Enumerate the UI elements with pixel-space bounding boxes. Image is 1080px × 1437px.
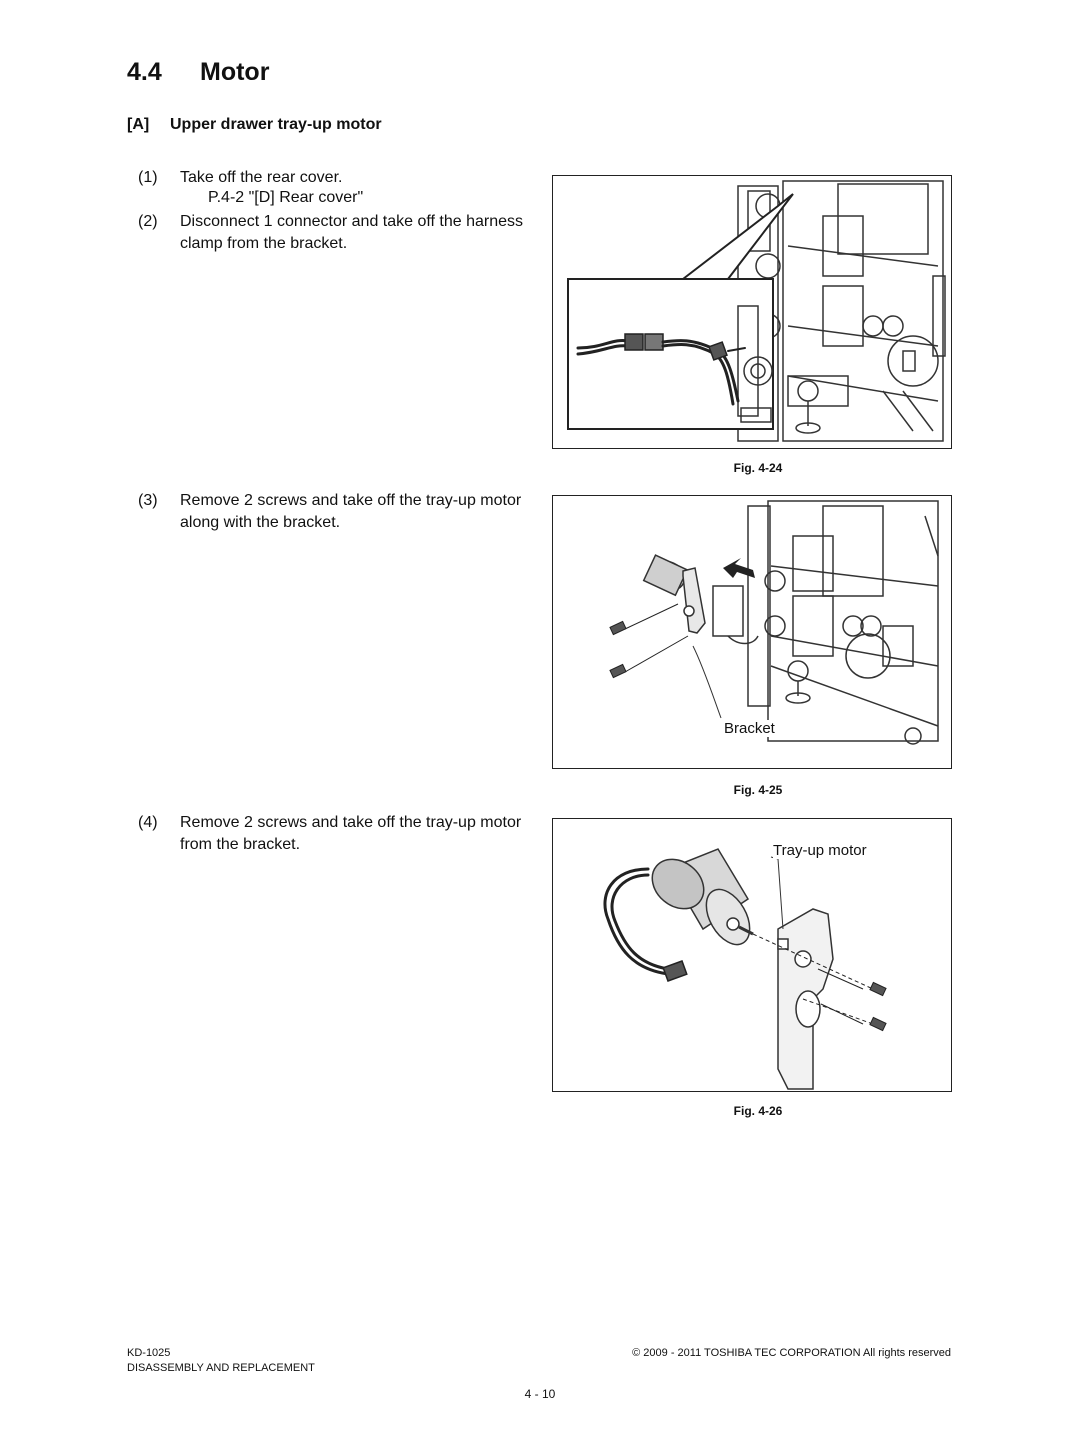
copyright-notice: © 2009 - 2011 TOSHIBA TEC CORPORATION All rights reserved [632,1347,951,1359]
cross-reference-link[interactable]: P.4-2 "[D] Rear cover" [208,189,364,206]
subsection-heading [127,116,382,134]
section-number: 4.4 [127,58,162,86]
step-text: Take off the rear cover. [180,169,343,186]
figure-caption: Fig. 4-26 [733,1104,783,1118]
step-3 [138,490,533,534]
chapter-name: DISASSEMBLY AND REPLACEMENT [127,1362,315,1374]
harness-connector-illustration [553,176,951,448]
section-heading [127,58,269,87]
removal-arrow-icon [723,558,755,578]
section-title: Motor [200,58,270,86]
step-text: Disconnect 1 connector and take off the harness clamp from the bracket. [180,213,524,252]
figure-4-24 [552,175,952,449]
document-id: KD-1025 [127,1347,171,1359]
figure-4-26 [552,818,952,1092]
subsection-title: Upper drawer tray-up motor [170,116,382,133]
figure-caption: Fig. 4-24 [733,461,783,475]
page-number: 4 - 10 [524,1387,556,1401]
step-4 [138,812,533,856]
step-number: (1) [138,169,158,186]
step-number: (3) [138,492,158,509]
step-1 [138,167,533,189]
step-number: (4) [138,814,158,831]
step-number: (2) [138,213,158,230]
tray-up-motor-illustration [553,819,951,1091]
step-text: Remove 2 screws and take off the tray-up motor from the bracket. [180,814,522,853]
step-text: Remove 2 screws and take off the tray-up motor along with the bracket. [180,492,522,531]
figure-caption: Fig. 4-25 [733,783,783,797]
subsection-tag: [A] [127,116,150,133]
step-2 [138,211,533,255]
tray-up-motor-callout: Tray-up motor [773,842,867,859]
bracket-callout: Bracket [724,720,775,737]
